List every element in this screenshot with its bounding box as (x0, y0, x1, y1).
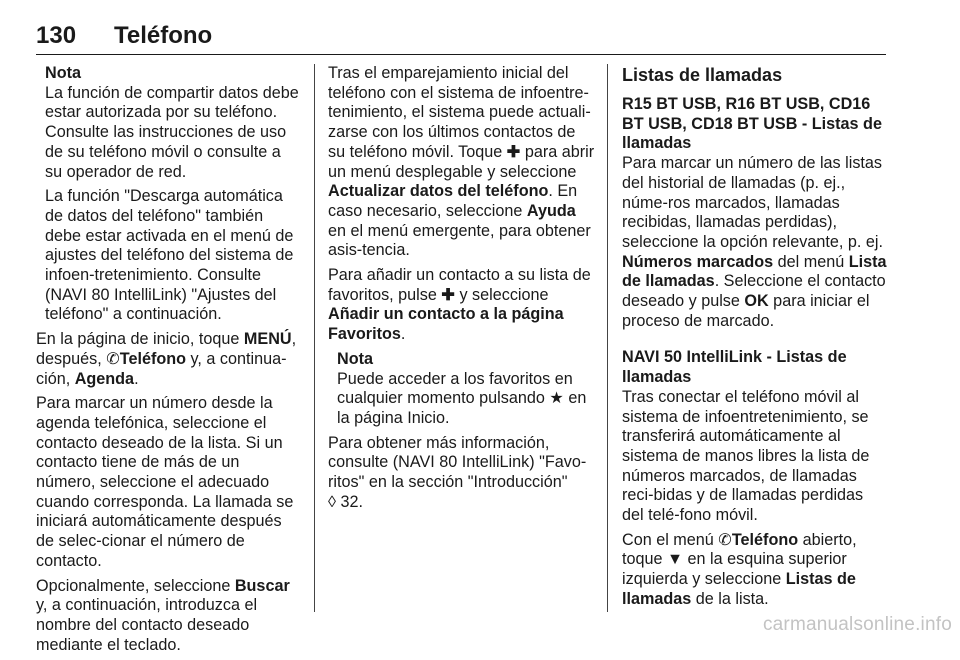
note-block (36, 64, 301, 325)
paragraph: Tras el emparejamiento inicial del teléfono con el sistema de infoentre-tenimiento, el sistema puede actuali-zarse con los últimos contactos de su teléfono móvil. Toque ✚ para abrir un menú desplegable y seleccione Actualizar datos del teléfono. En caso necesario, seleccione Ayuda en el menú emergente, para obtener asis-tencia. (328, 64, 595, 260)
phone-icon: ✆ (718, 530, 732, 549)
star-icon: ★ (549, 389, 564, 408)
column-left (36, 64, 301, 660)
page-reference: 32. (336, 492, 364, 511)
paragraph: Opcionalmente, seleccione Buscar y, a continuación, introduzca el nombre del contacto deseado mediante el teclado. (36, 576, 290, 654)
page-number: 130 (36, 22, 77, 49)
column-divider (314, 64, 315, 612)
note-title: Nota (45, 64, 81, 82)
plus-icon: ✚ (441, 285, 455, 304)
note-paragraph: La función de compartir datos debe estar autorizada por su teléfono. Consulte las instrucciones de uso de su teléfono móvil o consulte a su operador de red. (45, 83, 299, 181)
phone-icon: ✆ (106, 349, 120, 368)
paragraph: Para marcar un número de las listas del historial de llamadas (p. ej., núme-ros marcados, llamadas recibidas, llamadas perdidas), seleccione la opción relevante, p. ej. Números marcados del menú Lista de llamadas. Seleccione el contacto deseado y pulse OK para iniciar el proceso de marcado. (622, 154, 887, 330)
header-rule (36, 54, 886, 55)
note-paragraph: Puede acceder a los favoritos en cualquier momento pulsando ★ en la página Inicio. (337, 369, 587, 427)
note-title: Nota (337, 349, 373, 368)
page-header (36, 22, 886, 54)
down-triangle-icon: ▼ (667, 550, 684, 569)
section-title: Listas de llamadas (622, 65, 783, 85)
note-block (328, 350, 596, 429)
note-paragraph: La función "Descarga automática de datos del teléfono" también debe estar activada en el menú de ajustes del teléfono del sistema de infoen-tretenimiento. Consulte (NAVI 80 IntelliLink) "Ajustes del teléfono" a continuación. (45, 187, 294, 324)
paragraph: Para marcar un número desde la agenda telefónica, seleccione el contacto deseado de la lista. Si un contacto tiene de más de un número, seleccione el adecuado cuando corresponda. La llamada se iniciará automáticamente después de selec-cionar el número de contacto. (36, 394, 294, 570)
paragraph: Para obtener más información, consulte (NAVI 80 IntelliLink) "Favo-ritos" en la sección "Introducción" ◊ 32. (328, 433, 587, 511)
subheading: NAVI 50 IntelliLink - Listas de llamadas (622, 348, 847, 387)
column-divider (607, 64, 608, 612)
paragraph: En la página de inicio, toque MENÚ, después, ✆Teléfono y, a continua-ción, Agenda. (36, 330, 297, 388)
column-right (622, 64, 888, 615)
page-reference-icon: ◊ (328, 492, 336, 511)
column-middle (328, 64, 596, 517)
paragraph: Tras conectar el teléfono móvil al sistema de infoentretenimiento, se transferirá automáticamente al sistema de manos libres la lista de números marcados, de llamadas reci-bidas y de llamadas perdidas del telé-fono móvil. (622, 387, 870, 525)
watermark: carmanualsonline.info (762, 614, 952, 635)
plus-icon: ✚ (506, 142, 521, 161)
paragraph: Para añadir un contacto a su lista de favoritos, pulse ✚ y seleccione Añadir un contacto a la página Favoritos. (328, 266, 591, 344)
subheading: R15 BT USB, R16 BT USB, CD16 BT USB, CD18 BT USB - Listas de llamadas (622, 95, 882, 153)
paragraph: Con el menú ✆Teléfono abierto, toque ▼ en la esquina superior izquierda y seleccione Listas de llamadas de la lista. (622, 530, 857, 608)
running-title: Teléfono (114, 22, 213, 49)
